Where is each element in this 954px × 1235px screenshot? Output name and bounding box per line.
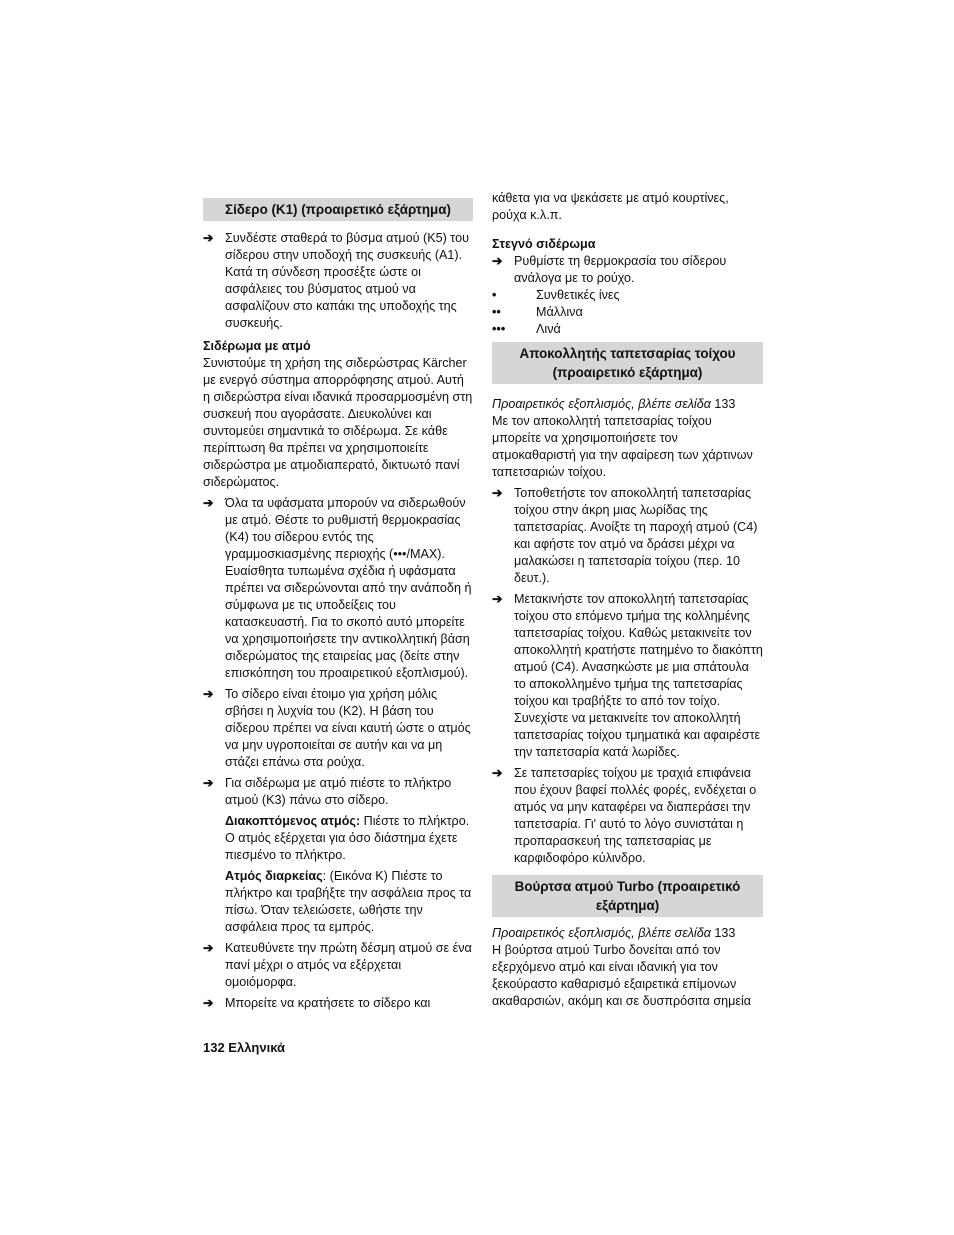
intermittent-steam-label: Διακοπτόμενος ατμός: xyxy=(225,814,361,828)
arrow-icon: ➔ xyxy=(492,592,503,606)
subheading-steam-ironing: Σιδέρωμα με ατμό xyxy=(203,339,311,353)
continuous-steam-text: : (Εικόνα K) Πιέστε το πλήκτρο και τραβήξτε την ασφάλεια προς τα πίσω. Όταν τελειώσετε, ωθήστε την ασφάλεια προς τα εμπρός. xyxy=(225,869,472,934)
fabric-item xyxy=(492,321,763,338)
left-column xyxy=(203,190,473,1016)
step-text: Όλα τα υφάσματα μπορούν να σιδερωθούν με ατμό. Θέστε το ρυθμιστή θερμοκρασίας (K4) του σίδερου εντός της γραμμοσκιασμένης περιοχής (•••/MAX). Ευαίσθητα τυπωμένα σχέδια ή υφάσματα πρέπει να σιδερώνονται από την ανάποδη ή σύμφωνα με τις υποδείξεις του κατασκευαστή. Για το σκοπό αυτό μπορείτε να χρησιμοποιήσετε την αντικολλητική βάση σιδερώματος της εταιρείας μας (δείτε στην επισκόπηση του προαιρετικού εξοπλισμού). xyxy=(225,496,472,680)
turbo-intro: Η βούρτσα ατμού Turbo δονείται από τον εξερχόμενο ατμό και είναι ιδανική για τον ξεκούραστο καθαρισμό εξαιρετικά επίμονων ακαθαρσιών, ακόμη και σε δυσπρόσιτα σημεία xyxy=(492,943,752,1008)
dot-mark: • xyxy=(492,288,497,302)
arrow-icon: ➔ xyxy=(203,687,214,701)
right-column xyxy=(492,190,763,1010)
fabric-name: Συνθετικές ίνες xyxy=(536,288,620,302)
step-text: Το σίδερο είναι έτοιμο για χρήση μόλις σβήσει η λυχνία του (K2). Η βάση του σίδερου πρέπει να είναι καυτή ώστε ο ατμός να μην υγροποιείται σε αυτήν και να μη στάζει επάνω στα ρούχα. xyxy=(225,687,471,769)
fabric-name: Μάλλινα xyxy=(536,305,583,319)
continuation-text: κάθετα για να ψεκάσετε με ατμό κουρτίνες, ρούχα κ.λ.π. xyxy=(492,191,729,222)
step-steam-button xyxy=(203,775,473,936)
fabric-item xyxy=(492,287,763,304)
step-text: Για σιδέρωμα με ατμό πιέστε το πλήκτρο ατμού (K3) πάνω στο σίδερο. xyxy=(225,776,452,807)
reference-page: 133 xyxy=(710,397,736,411)
step-iron-ready xyxy=(203,686,473,771)
step-connect-plug xyxy=(203,230,473,332)
subheading-dry-ironing: Στεγνό σιδέρωμα xyxy=(492,237,596,251)
step-first-steam xyxy=(203,940,473,991)
steam-ironing-intro: Συνιστούμε τη χρήση της σιδερώστρας Kärcher με ενεργό σύστημα απορρόφησης ατμού. Αυτή η σιδερώστρα είναι ιδανικά προσαρμοσμένη στη συσκευή που αγοράσατε. Διευκολύνει και συντομεύει σημαντικά το σιδέρωμα. Σε κάθε περίπτωση θα πρέπει να χρησιμοποιείτε σιδερώστρα με ατμοδιαπερατό, δικτυωτό πανί σιδερώματος. xyxy=(203,356,473,489)
page-footer: 132 Ελληνικά xyxy=(203,1040,286,1055)
section-heading-iron: Σίδερο (K1) (προαιρετικό εξάρτημα) xyxy=(203,198,473,221)
wallpaper-intro: Με τον αποκολλητή ταπετσαρίας τοίχου μπορείτε να χρησιμοποιήσετε τον ατμοκαθαριστή για την αφαίρεση των χάρτινων ταπετσαριών τοίχου. xyxy=(492,414,753,479)
reference-text: Προαιρετικός εξοπλισμός, βλέπε σελίδα xyxy=(492,397,711,411)
reference-page: 133 xyxy=(710,926,736,940)
dot-mark: •• xyxy=(492,305,501,319)
arrow-icon: ➔ xyxy=(492,766,503,780)
arrow-icon: ➔ xyxy=(203,231,214,245)
fabric-item xyxy=(492,304,763,321)
arrow-icon: ➔ xyxy=(492,486,503,500)
step-fabrics xyxy=(203,495,473,682)
step-text: Ρυθμίστε τη θερμοκρασία του σίδερου ανάλογα με το ρούχο. xyxy=(514,254,727,285)
section-heading-wallpaper-stripper: Αποκολλητής ταπετσαρίας τοίχου (προαιρετικό εξάρτημα) xyxy=(492,342,763,384)
step-move-stripper xyxy=(492,591,763,761)
step-place-stripper xyxy=(492,485,763,587)
intermittent-steam-note xyxy=(225,813,473,864)
step-set-temperature xyxy=(492,253,763,287)
fabric-name: Λινά xyxy=(536,322,561,336)
step-rough-wallpaper xyxy=(492,765,763,867)
step-text: Τοποθετήστε τον αποκολλητή ταπετσαρίας τοίχου στην άκρη μιας λωρίδας της ταπετσαρίας. Ανοίξτε τη παροχή ατμού (C4) και αφήστε τον ατμό να δράσει μέχρι να μαλακώσει η ταπετσαρία τοίχου (περ. 10 δευτ.). xyxy=(514,486,758,585)
intermittent-steam-text: Πιέστε το πλήκτρο. Ο ατμός εξέρχεται για όσο διάστημα έχετε πιεσμένο το πλήκτρο. xyxy=(225,814,470,862)
arrow-icon: ➔ xyxy=(203,496,214,510)
arrow-icon: ➔ xyxy=(492,254,503,268)
turbo-reference xyxy=(492,925,763,942)
step-text: Μετακινήστε τον αποκολλητή ταπετσαρίας τοίχου στο επόμενο τμήμα της κολλημένης ταπετσαρίας τοίχου. Καθώς μετακινείτε τον αποκολλητή κρατήστε πατημένο το διακόπτη ατμού (C4). Ανασηκώστε με μια σπάτουλα το αποκολλημένο τμήμα της ταπετσαρίας τοίχου και τραβήξτε το από τον τοίχο. Συνεχίστε να μετακινείτε τον αποκολλητή ταπετσαρίας τοίχου τμηματικά και αφαιρέστε την ταπετσαρία κατά λωρίδες. xyxy=(514,592,763,759)
step-text: Μπορείτε να κρατήσετε το σίδερο και xyxy=(225,996,431,1010)
continuous-steam-note xyxy=(225,868,473,936)
step-text: Συνδέστε σταθερά το βύσμα ατμού (K5) του σίδερου στην υποδοχή της συσκευής (A1). Κατά τη σύνδεση προσέξτε ώστε οι ασφάλειες του βύσματος ατμού να ασφαλίζουν στο καπάκι της υποδοχής της συσκευής. xyxy=(225,231,469,330)
arrow-icon: ➔ xyxy=(203,776,214,790)
continuous-steam-label: Ατμός διαρκείας xyxy=(225,869,323,883)
step-text: Κατευθύνετε την πρώτη δέσμη ατμού σε ένα πανί μέχρι ο ατμός να εξέρχεται ομοιόμορφα. xyxy=(225,941,472,989)
arrow-icon: ➔ xyxy=(203,941,214,955)
section-heading-turbo-brush: Βούρτσα ατμού Turbo (προαιρετικό εξάρτημα) xyxy=(492,875,763,917)
arrow-icon: ➔ xyxy=(203,996,214,1010)
step-text: Σε ταπετσαρίες τοίχου με τραχιά επιφάνεια που έχουν βαφεί πολλές φορές, ενδέχεται ο ατμός να μην καταφέρει να διαπεράσει την ταπετσαρία. Γι' αυτό το λόγο συνιστάται η προπαρασκευή της ταπετσαρίας με καρφιδοφόρο κύλινδρο. xyxy=(514,766,757,865)
wallpaper-reference xyxy=(492,396,763,413)
step-hold-iron xyxy=(203,995,473,1012)
reference-text: Προαιρετικός εξοπλισμός, βλέπε σελίδα xyxy=(492,926,711,940)
dot-mark: ••• xyxy=(492,322,506,336)
